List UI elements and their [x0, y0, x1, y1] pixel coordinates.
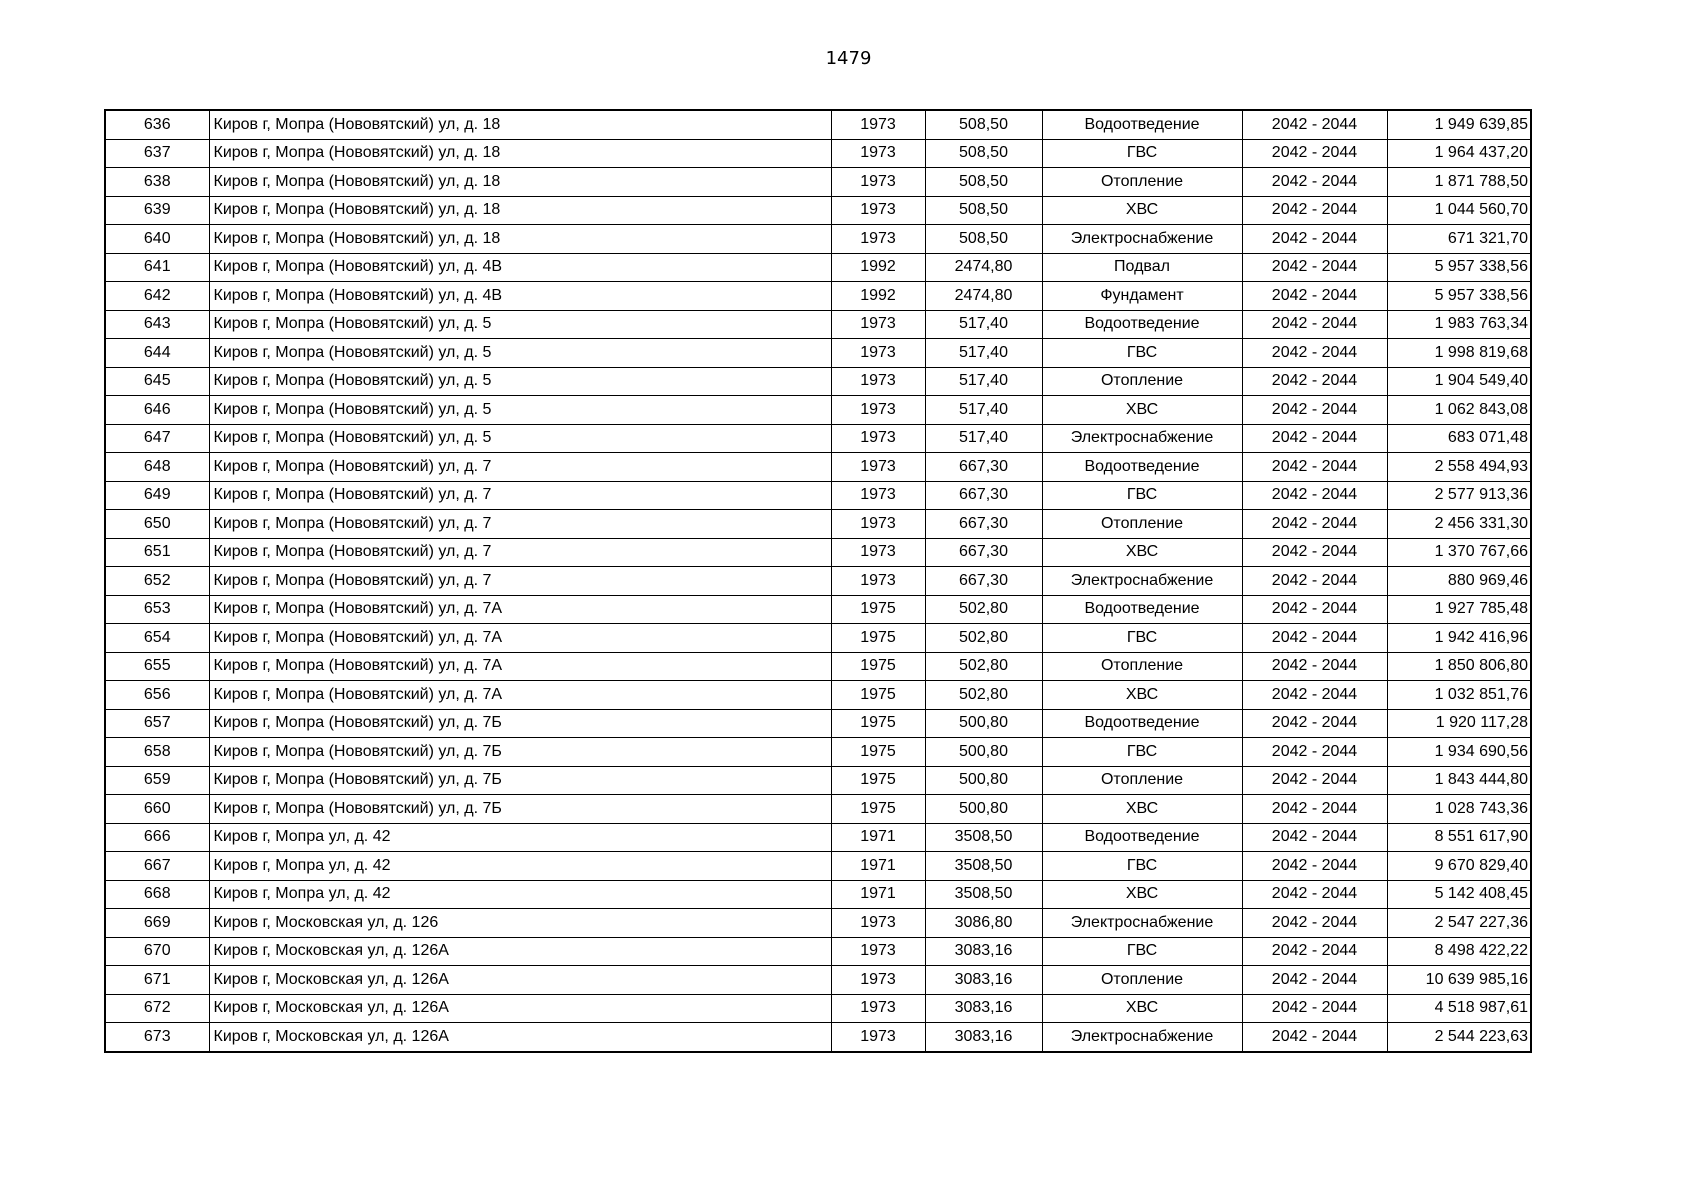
cost-cell: 1 032 851,76	[1387, 681, 1531, 710]
cost-cell: 1 062 843,08	[1387, 396, 1531, 425]
row-number: 649	[105, 481, 209, 510]
address-cell: Киров г, Московская ул, д. 126А	[209, 937, 831, 966]
row-number: 651	[105, 538, 209, 567]
address-cell: Киров г, Мопра (Нововятский) ул, д. 18	[209, 139, 831, 168]
work-type-cell: Водоотведение	[1042, 709, 1242, 738]
address-cell: Киров г, Мопра (Нововятский) ул, д. 7	[209, 481, 831, 510]
table-row	[105, 168, 1531, 197]
year-cell: 1973	[831, 225, 925, 254]
year-cell: 1973	[831, 396, 925, 425]
year-cell: 1975	[831, 766, 925, 795]
period-cell: 2042 - 2044	[1242, 966, 1387, 995]
work-type-cell: ГВС	[1042, 339, 1242, 368]
year-cell: 1973	[831, 510, 925, 539]
work-type-cell: ГВС	[1042, 624, 1242, 653]
period-cell: 2042 - 2044	[1242, 110, 1387, 139]
row-number: 650	[105, 510, 209, 539]
area-cell: 517,40	[925, 396, 1042, 425]
area-cell: 502,80	[925, 652, 1042, 681]
area-cell: 2474,80	[925, 253, 1042, 282]
table-row	[105, 624, 1531, 653]
period-cell: 2042 - 2044	[1242, 937, 1387, 966]
period-cell: 2042 - 2044	[1242, 766, 1387, 795]
table-row	[105, 396, 1531, 425]
area-cell: 667,30	[925, 453, 1042, 482]
area-cell: 517,40	[925, 339, 1042, 368]
table-row	[105, 652, 1531, 681]
work-type-cell: ХВС	[1042, 880, 1242, 909]
year-cell: 1971	[831, 823, 925, 852]
work-type-cell: ГВС	[1042, 738, 1242, 767]
address-cell: Киров г, Мопра (Нововятский) ул, д. 7А	[209, 595, 831, 624]
cost-cell: 2 544 223,63	[1387, 1023, 1531, 1052]
year-cell: 1975	[831, 681, 925, 710]
area-cell: 508,50	[925, 110, 1042, 139]
period-cell: 2042 - 2044	[1242, 139, 1387, 168]
address-cell: Киров г, Мопра (Нововятский) ул, д. 5	[209, 310, 831, 339]
table-row	[105, 225, 1531, 254]
year-cell: 1971	[831, 852, 925, 881]
row-number: 670	[105, 937, 209, 966]
area-cell: 517,40	[925, 367, 1042, 396]
address-cell: Киров г, Мопра (Нововятский) ул, д. 7	[209, 567, 831, 596]
period-cell: 2042 - 2044	[1242, 367, 1387, 396]
address-cell: Киров г, Мопра (Нововятский) ул, д. 7	[209, 510, 831, 539]
address-cell: Киров г, Мопра (Нововятский) ул, д. 18	[209, 196, 831, 225]
period-cell: 2042 - 2044	[1242, 339, 1387, 368]
row-number: 655	[105, 652, 209, 681]
cost-cell: 5 957 338,56	[1387, 253, 1531, 282]
area-cell: 667,30	[925, 538, 1042, 567]
area-cell: 667,30	[925, 481, 1042, 510]
period-cell: 2042 - 2044	[1242, 738, 1387, 767]
cost-cell: 2 456 331,30	[1387, 510, 1531, 539]
area-cell: 502,80	[925, 624, 1042, 653]
period-cell: 2042 - 2044	[1242, 795, 1387, 824]
work-type-cell: Отопление	[1042, 168, 1242, 197]
cost-cell: 9 670 829,40	[1387, 852, 1531, 881]
cost-cell: 5 142 408,45	[1387, 880, 1531, 909]
address-cell: Киров г, Мопра (Нововятский) ул, д. 18	[209, 168, 831, 197]
work-type-cell: Фундамент	[1042, 282, 1242, 311]
year-cell: 1973	[831, 339, 925, 368]
cost-cell: 1 028 743,36	[1387, 795, 1531, 824]
area-cell: 500,80	[925, 795, 1042, 824]
cost-cell: 1 964 437,20	[1387, 139, 1531, 168]
table-row	[105, 424, 1531, 453]
row-number: 652	[105, 567, 209, 596]
work-type-cell: Отопление	[1042, 652, 1242, 681]
table-row	[105, 310, 1531, 339]
work-type-cell: ГВС	[1042, 139, 1242, 168]
address-cell: Киров г, Мопра (Нововятский) ул, д. 4В	[209, 253, 831, 282]
table-row	[105, 937, 1531, 966]
cost-cell: 1 998 819,68	[1387, 339, 1531, 368]
row-number: 673	[105, 1023, 209, 1052]
table-row	[105, 880, 1531, 909]
cost-cell: 1 904 549,40	[1387, 367, 1531, 396]
year-cell: 1973	[831, 567, 925, 596]
table-row	[105, 595, 1531, 624]
row-number: 639	[105, 196, 209, 225]
area-cell: 502,80	[925, 681, 1042, 710]
address-cell: Киров г, Мопра (Нововятский) ул, д. 18	[209, 110, 831, 139]
address-cell: Киров г, Мопра (Нововятский) ул, д. 5	[209, 367, 831, 396]
work-type-cell: Водоотведение	[1042, 310, 1242, 339]
table-row	[105, 994, 1531, 1023]
address-cell: Киров г, Мопра (Нововятский) ул, д. 7Б	[209, 795, 831, 824]
table-row	[105, 1023, 1531, 1052]
address-cell: Киров г, Мопра (Нововятский) ул, д. 18	[209, 225, 831, 254]
work-type-cell: Электроснабжение	[1042, 909, 1242, 938]
work-type-cell: ХВС	[1042, 396, 1242, 425]
period-cell: 2042 - 2044	[1242, 909, 1387, 938]
address-cell: Киров г, Московская ул, д. 126А	[209, 994, 831, 1023]
area-cell: 3508,50	[925, 852, 1042, 881]
table-row	[105, 282, 1531, 311]
cost-cell: 1 927 785,48	[1387, 595, 1531, 624]
table-row	[105, 481, 1531, 510]
period-cell: 2042 - 2044	[1242, 709, 1387, 738]
row-number: 645	[105, 367, 209, 396]
table-row	[105, 738, 1531, 767]
area-cell: 3083,16	[925, 1023, 1042, 1052]
table-row	[105, 196, 1531, 225]
table-row	[105, 110, 1531, 139]
area-cell: 500,80	[925, 738, 1042, 767]
work-type-cell: Электроснабжение	[1042, 1023, 1242, 1052]
period-cell: 2042 - 2044	[1242, 880, 1387, 909]
cost-cell: 2 547 227,36	[1387, 909, 1531, 938]
cost-cell: 1 370 767,66	[1387, 538, 1531, 567]
table-row	[105, 510, 1531, 539]
table-row	[105, 795, 1531, 824]
year-cell: 1973	[831, 994, 925, 1023]
row-number: 653	[105, 595, 209, 624]
work-type-cell: Отопление	[1042, 510, 1242, 539]
cost-cell: 1 942 416,96	[1387, 624, 1531, 653]
row-number: 659	[105, 766, 209, 795]
area-cell: 508,50	[925, 139, 1042, 168]
cost-cell: 880 969,46	[1387, 567, 1531, 596]
address-cell: Киров г, Мопра (Нововятский) ул, д. 5	[209, 396, 831, 425]
year-cell: 1975	[831, 709, 925, 738]
table-row	[105, 453, 1531, 482]
year-cell: 1992	[831, 253, 925, 282]
period-cell: 2042 - 2044	[1242, 424, 1387, 453]
work-type-cell: ГВС	[1042, 481, 1242, 510]
table-row	[105, 966, 1531, 995]
year-cell: 1971	[831, 880, 925, 909]
year-cell: 1973	[831, 937, 925, 966]
area-cell: 3508,50	[925, 823, 1042, 852]
work-type-cell: Водоотведение	[1042, 110, 1242, 139]
address-cell: Киров г, Мопра (Нововятский) ул, д. 7Б	[209, 709, 831, 738]
year-cell: 1973	[831, 168, 925, 197]
period-cell: 2042 - 2044	[1242, 994, 1387, 1023]
address-cell: Киров г, Московская ул, д. 126	[209, 909, 831, 938]
address-cell: Киров г, Мопра (Нововятский) ул, д. 7	[209, 538, 831, 567]
period-cell: 2042 - 2044	[1242, 453, 1387, 482]
row-number: 656	[105, 681, 209, 710]
work-type-cell: Электроснабжение	[1042, 567, 1242, 596]
year-cell: 1973	[831, 1023, 925, 1052]
cost-cell: 1 920 117,28	[1387, 709, 1531, 738]
period-cell: 2042 - 2044	[1242, 624, 1387, 653]
cost-cell: 1 949 639,85	[1387, 110, 1531, 139]
row-number: 644	[105, 339, 209, 368]
area-cell: 508,50	[925, 196, 1042, 225]
area-cell: 508,50	[925, 168, 1042, 197]
year-cell: 1973	[831, 424, 925, 453]
period-cell: 2042 - 2044	[1242, 567, 1387, 596]
period-cell: 2042 - 2044	[1242, 652, 1387, 681]
table-row	[105, 681, 1531, 710]
table-row	[105, 766, 1531, 795]
work-type-cell: ХВС	[1042, 196, 1242, 225]
row-number: 657	[105, 709, 209, 738]
year-cell: 1973	[831, 310, 925, 339]
period-cell: 2042 - 2044	[1242, 823, 1387, 852]
cost-cell: 1 044 560,70	[1387, 196, 1531, 225]
address-cell: Киров г, Мопра ул, д. 42	[209, 852, 831, 881]
cost-cell: 2 558 494,93	[1387, 453, 1531, 482]
table-row	[105, 367, 1531, 396]
work-type-cell: ХВС	[1042, 538, 1242, 567]
year-cell: 1975	[831, 624, 925, 653]
year-cell: 1975	[831, 595, 925, 624]
cost-cell: 10 639 985,16	[1387, 966, 1531, 995]
period-cell: 2042 - 2044	[1242, 282, 1387, 311]
work-type-cell: ГВС	[1042, 937, 1242, 966]
area-cell: 517,40	[925, 310, 1042, 339]
area-cell: 667,30	[925, 510, 1042, 539]
row-number: 669	[105, 909, 209, 938]
period-cell: 2042 - 2044	[1242, 481, 1387, 510]
year-cell: 1973	[831, 966, 925, 995]
cost-cell: 1 871 788,50	[1387, 168, 1531, 197]
cost-cell: 1 850 806,80	[1387, 652, 1531, 681]
table-row	[105, 139, 1531, 168]
cost-cell: 1 843 444,80	[1387, 766, 1531, 795]
work-type-cell: ХВС	[1042, 795, 1242, 824]
year-cell: 1975	[831, 738, 925, 767]
year-cell: 1975	[831, 795, 925, 824]
period-cell: 2042 - 2044	[1242, 310, 1387, 339]
period-cell: 2042 - 2044	[1242, 253, 1387, 282]
row-number: 671	[105, 966, 209, 995]
work-type-cell: Электроснабжение	[1042, 225, 1242, 254]
work-type-cell: Подвал	[1042, 253, 1242, 282]
period-cell: 2042 - 2044	[1242, 225, 1387, 254]
cost-cell: 683 071,48	[1387, 424, 1531, 453]
year-cell: 1973	[831, 481, 925, 510]
row-number: 637	[105, 139, 209, 168]
row-number: 641	[105, 253, 209, 282]
period-cell: 2042 - 2044	[1242, 681, 1387, 710]
year-cell: 1973	[831, 139, 925, 168]
table-row	[105, 823, 1531, 852]
table-row	[105, 567, 1531, 596]
address-cell: Киров г, Мопра (Нововятский) ул, д. 7А	[209, 624, 831, 653]
area-cell: 2474,80	[925, 282, 1042, 311]
period-cell: 2042 - 2044	[1242, 1023, 1387, 1052]
period-cell: 2042 - 2044	[1242, 510, 1387, 539]
work-type-cell: Электроснабжение	[1042, 424, 1242, 453]
address-cell: Киров г, Мопра (Нововятский) ул, д. 7Б	[209, 738, 831, 767]
row-number: 646	[105, 396, 209, 425]
row-number: 660	[105, 795, 209, 824]
table-row	[105, 852, 1531, 881]
area-cell: 3083,16	[925, 994, 1042, 1023]
address-cell: Киров г, Мопра (Нововятский) ул, д. 7А	[209, 681, 831, 710]
address-cell: Киров г, Мопра (Нововятский) ул, д. 5	[209, 339, 831, 368]
year-cell: 1973	[831, 196, 925, 225]
address-cell: Киров г, Мопра (Нововятский) ул, д. 7Б	[209, 766, 831, 795]
address-cell: Киров г, Мопра ул, д. 42	[209, 823, 831, 852]
area-cell: 3083,16	[925, 937, 1042, 966]
area-cell: 508,50	[925, 225, 1042, 254]
work-type-cell: Отопление	[1042, 966, 1242, 995]
area-cell: 3083,16	[925, 966, 1042, 995]
area-cell: 517,40	[925, 424, 1042, 453]
row-number: 658	[105, 738, 209, 767]
year-cell: 1992	[831, 282, 925, 311]
cost-cell: 4 518 987,61	[1387, 994, 1531, 1023]
address-cell: Киров г, Мопра ул, д. 42	[209, 880, 831, 909]
address-cell: Киров г, Мопра (Нововятский) ул, д. 5	[209, 424, 831, 453]
row-number: 642	[105, 282, 209, 311]
row-number: 636	[105, 110, 209, 139]
row-number: 668	[105, 880, 209, 909]
work-type-cell: ГВС	[1042, 852, 1242, 881]
cost-cell: 5 957 338,56	[1387, 282, 1531, 311]
row-number: 638	[105, 168, 209, 197]
table-row	[105, 538, 1531, 567]
cost-cell: 8 551 617,90	[1387, 823, 1531, 852]
area-cell: 500,80	[925, 709, 1042, 738]
table-row	[105, 339, 1531, 368]
registry-table	[104, 109, 1532, 1053]
period-cell: 2042 - 2044	[1242, 852, 1387, 881]
address-cell: Киров г, Московская ул, д. 126А	[209, 1023, 831, 1052]
table-body	[105, 110, 1531, 1052]
year-cell: 1973	[831, 538, 925, 567]
table-row	[105, 709, 1531, 738]
year-cell: 1975	[831, 652, 925, 681]
table-row	[105, 253, 1531, 282]
work-type-cell: Отопление	[1042, 367, 1242, 396]
year-cell: 1973	[831, 110, 925, 139]
period-cell: 2042 - 2044	[1242, 196, 1387, 225]
area-cell: 500,80	[925, 766, 1042, 795]
period-cell: 2042 - 2044	[1242, 396, 1387, 425]
row-number: 667	[105, 852, 209, 881]
work-type-cell: ХВС	[1042, 994, 1242, 1023]
cost-cell: 671 321,70	[1387, 225, 1531, 254]
area-cell: 3086,80	[925, 909, 1042, 938]
work-type-cell: Водоотведение	[1042, 823, 1242, 852]
address-cell: Киров г, Мопра (Нововятский) ул, д. 4В	[209, 282, 831, 311]
year-cell: 1973	[831, 909, 925, 938]
row-number: 647	[105, 424, 209, 453]
area-cell: 3508,50	[925, 880, 1042, 909]
period-cell: 2042 - 2044	[1242, 595, 1387, 624]
work-type-cell: ХВС	[1042, 681, 1242, 710]
address-cell: Киров г, Мопра (Нововятский) ул, д. 7	[209, 453, 831, 482]
year-cell: 1973	[831, 367, 925, 396]
period-cell: 2042 - 2044	[1242, 168, 1387, 197]
row-number: 672	[105, 994, 209, 1023]
row-number: 643	[105, 310, 209, 339]
page-number: 1479	[825, 48, 872, 69]
table-row	[105, 909, 1531, 938]
address-cell: Киров г, Мопра (Нововятский) ул, д. 7А	[209, 652, 831, 681]
work-type-cell: Отопление	[1042, 766, 1242, 795]
year-cell: 1973	[831, 453, 925, 482]
cost-cell: 1 934 690,56	[1387, 738, 1531, 767]
row-number: 666	[105, 823, 209, 852]
area-cell: 667,30	[925, 567, 1042, 596]
period-cell: 2042 - 2044	[1242, 538, 1387, 567]
cost-cell: 8 498 422,22	[1387, 937, 1531, 966]
address-cell: Киров г, Московская ул, д. 126А	[209, 966, 831, 995]
row-number: 640	[105, 225, 209, 254]
work-type-cell: Водоотведение	[1042, 595, 1242, 624]
work-type-cell: Водоотведение	[1042, 453, 1242, 482]
row-number: 648	[105, 453, 209, 482]
cost-cell: 1 983 763,34	[1387, 310, 1531, 339]
area-cell: 502,80	[925, 595, 1042, 624]
cost-cell: 2 577 913,36	[1387, 481, 1531, 510]
row-number: 654	[105, 624, 209, 653]
